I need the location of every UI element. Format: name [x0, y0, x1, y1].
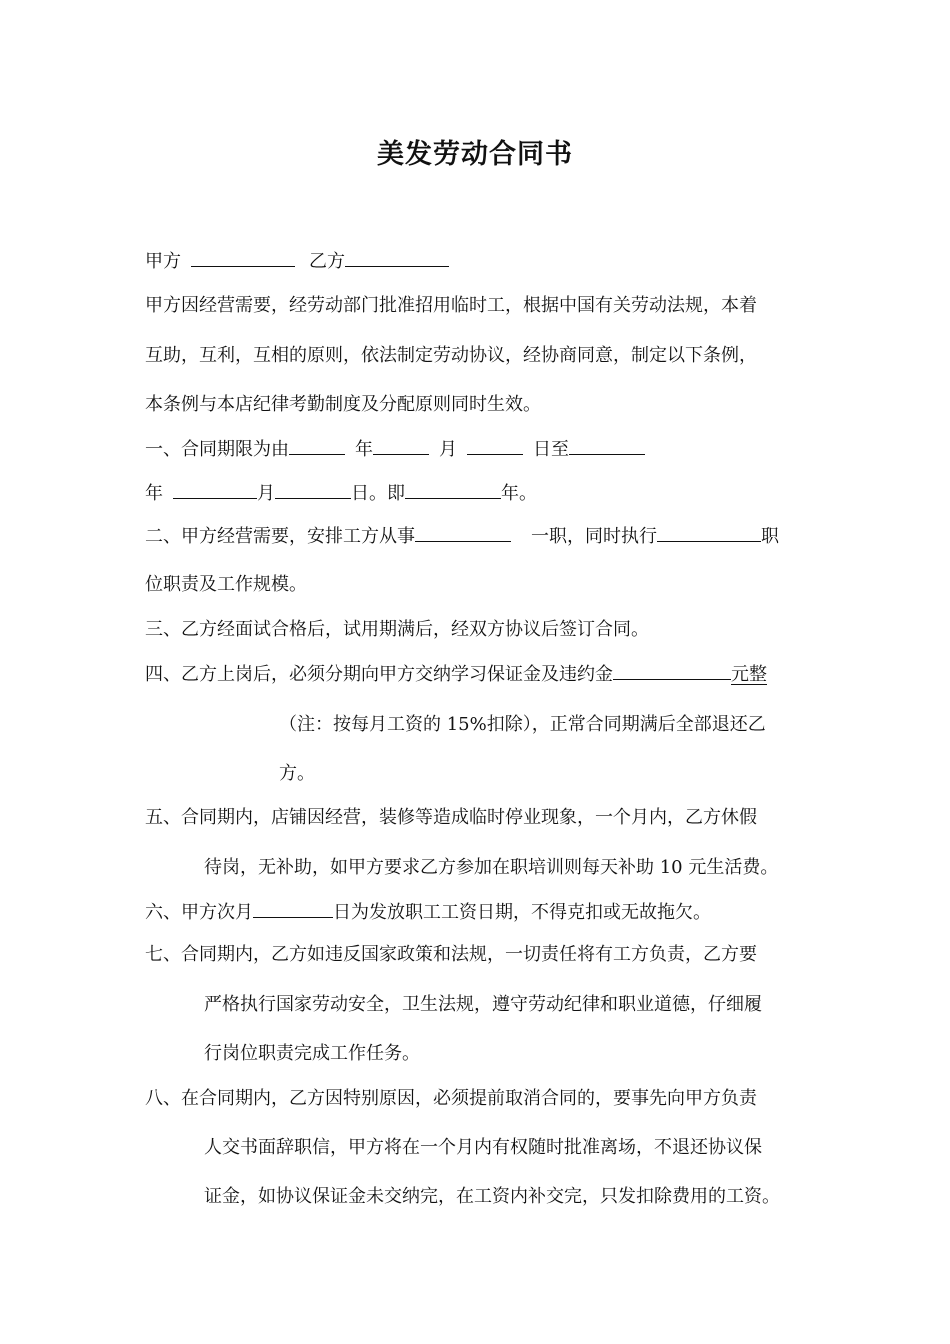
clause-7-line-3: 行岗位职责完成工作任务。: [204, 1043, 420, 1064]
end-month-label: 月: [257, 483, 275, 504]
clause-8-line-2: 人交书面辞职信，甲方将在一个月内有权随时批准离场，不退还协议保: [204, 1137, 762, 1158]
end-day-blank: [275, 481, 351, 499]
payday-blank: [253, 900, 333, 918]
clause-4-line-2: （注：按每月工资的 15%扣除），正常合同期满后全部退还乙: [279, 714, 766, 735]
clause-1-prefix: 一、合同期限为由: [145, 439, 289, 460]
total-years-blank: [405, 481, 501, 499]
start-month-blank: [373, 437, 429, 455]
clause-1-line-1: [145, 437, 645, 462]
party-b-blank: [345, 249, 449, 267]
start-year-label: 年: [355, 439, 373, 460]
clause-3: 三、乙方经面试合格后，试用期满后，经双方协议后签订合同。: [145, 619, 649, 640]
clause-2-line-1: [145, 524, 779, 549]
clause-2-mid: 一职，同时执行: [531, 526, 657, 547]
duty-blank: [657, 524, 761, 542]
party-a-blank: [191, 249, 295, 267]
clause-2-line-2: 位职责及工作规模。: [145, 574, 307, 595]
preamble-line-1: 甲方因经营需要，经劳动部门批准招用临时工，根据中国有关劳动法规，本着: [145, 295, 757, 316]
end-month-blank: [173, 481, 257, 499]
clause-2-tail: 职: [761, 526, 779, 547]
position-blank: [415, 524, 511, 542]
start-month-label: 月: [439, 439, 457, 460]
clause-5-line-1: 五、合同期内，店铺因经营，装修等造成临时停业现象，一个月内，乙方休假: [145, 807, 757, 828]
deposit-unit: 元整: [731, 664, 767, 685]
clause-4-prefix: 四、乙方上岗后，必须分期向甲方交纳学习保证金及违约金: [145, 664, 613, 685]
clause-2-prefix: 二、甲方经营需要，安排工方从事: [145, 526, 415, 547]
party-a-label: 甲方: [145, 251, 181, 272]
start-year-blank: [289, 437, 345, 455]
end-year-blank: [569, 437, 645, 455]
parties-line: [145, 249, 449, 274]
preamble-line-3: 本条例与本店纪律考勤制度及分配原则同时生效。: [145, 394, 541, 415]
preamble-line-2: 互助，互利，互相的原则，依法制定劳动协议，经协商同意，制定以下条例，: [145, 345, 757, 366]
clause-8-line-1: 八、在合同期内，乙方因特别原因，必须提前取消合同的，要事先向甲方负责: [145, 1088, 757, 1109]
clause-4-line-3: 方。: [279, 763, 315, 784]
deposit-blank: [613, 662, 731, 680]
clause-6-suffix: 日为发放职工工资日期，不得克扣或无故拖欠。: [333, 902, 711, 923]
clause-4-line-1: [145, 662, 767, 687]
clause-7-line-2: 严格执行国家劳动安全，卫生法规，遵守劳动纪律和职业道德，仔细履: [204, 994, 762, 1015]
clause-6: [145, 900, 711, 925]
document-title: 美发劳动合同书: [377, 139, 573, 170]
total-term-label: 日。即: [351, 483, 405, 504]
start-day-blank: [467, 437, 523, 455]
clause-7-line-1: 七、合同期内，乙方如违反国家政策和法规，一切责任将有工方负责，乙方要: [145, 944, 757, 965]
clause-6-prefix: 六、甲方次月: [145, 902, 253, 923]
party-b-label: 乙方: [309, 251, 345, 272]
clause-1-line-2: [145, 481, 537, 506]
year-end-label: 年。: [501, 483, 537, 504]
end-year-label: 年: [145, 483, 163, 504]
clause-8-line-3: 证金，如协议保证金未交纳完，在工资内补交完，只发扣除费用的工资。: [204, 1186, 780, 1207]
day-to-label: 日至: [533, 439, 569, 460]
clause-5-line-2: 待岗，无补助，如甲方要求乙方参加在职培训则每天补助 10 元生活费。: [204, 857, 779, 878]
